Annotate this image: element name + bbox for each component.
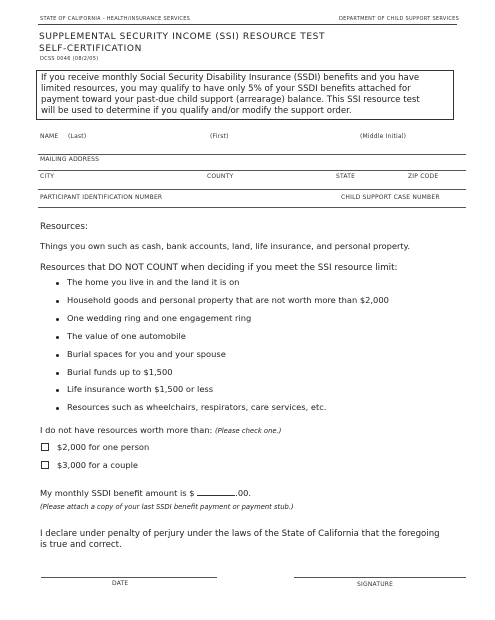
date-field[interactable] xyxy=(41,577,217,578)
couple-checkbox[interactable] xyxy=(41,461,49,469)
signature-field[interactable] xyxy=(294,577,466,578)
list-item: The value of one automobile xyxy=(67,331,186,341)
mailing-address-field[interactable] xyxy=(38,170,466,171)
agency-header: STATE OF CALIFORNIA - HEALTH/INSURANCE SERVICES xyxy=(40,16,191,22)
bullet-icon xyxy=(56,336,59,339)
one-person-option-label: $2,000 for one person xyxy=(57,442,150,452)
bullet-icon xyxy=(56,318,59,321)
not-count-heading: Resources that DO NOT COUNT when deciding if you meet the SSI resource limit: xyxy=(40,263,398,273)
intro-line: will be used to determine if you qualify and/or modify the support order. xyxy=(41,106,352,116)
city-field[interactable] xyxy=(38,189,466,190)
case-number-label: CHILD SUPPORT CASE NUMBER xyxy=(341,194,440,201)
first-name-label: (First) xyxy=(210,133,229,140)
participant-id-label: PARTICIPANT IDENTIFICATION NUMBER xyxy=(40,194,163,201)
form-number: DCSS 0046 (08/2/05) xyxy=(40,56,99,62)
list-item: One wedding ring and one engagement ring xyxy=(67,313,252,323)
signature-label: SIGNATURE xyxy=(357,581,394,588)
form-subtitle: SELF-CERTIFICATION xyxy=(39,44,142,54)
couple-option-label: $3,000 for a couple xyxy=(57,460,139,470)
resource-statement-text: I do not have resources worth more than: xyxy=(40,425,213,435)
city-label: CITY xyxy=(40,173,55,180)
county-label: COUNTY xyxy=(207,173,234,180)
intro-line: payment toward your past-due child support (arrearage) balance. This SSI resource test xyxy=(41,95,420,105)
intro-line: If you receive monthly Social Security Disability Insurance (SSDI) benefits and you have xyxy=(41,73,420,83)
form-title: SUPPLEMENTAL SECURITY INCOME (SSI) RESOURCE TEST xyxy=(39,32,326,42)
last-name-label: (Last) xyxy=(68,133,87,140)
benefit-prefix: My monthly SSDI benefit amount is $ xyxy=(40,488,195,498)
bullet-icon xyxy=(56,389,59,392)
declaration-line: I declare under penalty of perjury under the laws of the State of California that the foregoing xyxy=(40,529,440,539)
benefit-amount-field[interactable] xyxy=(197,486,235,496)
department-header: DEPARTMENT OF CHILD SUPPORT SERVICES xyxy=(339,16,460,22)
declaration-line: is true and correct. xyxy=(40,540,122,550)
name-field[interactable] xyxy=(38,154,466,155)
header-divider xyxy=(38,24,457,25)
id-field[interactable] xyxy=(38,207,466,208)
name-label: NAME xyxy=(40,133,59,140)
check-hint: (Please check one.) xyxy=(214,427,282,435)
one-person-checkbox[interactable] xyxy=(41,443,49,451)
benefit-statement xyxy=(40,486,251,498)
middle-initial-label: (Middle Initial) xyxy=(360,133,407,140)
benefit-suffix: .00. xyxy=(235,488,252,498)
resources-heading: Resources: xyxy=(40,222,88,232)
bullet-icon xyxy=(56,282,59,285)
list-item: Household goods and personal property that are not worth more than $2,000 xyxy=(67,295,389,305)
list-item: Life insurance worth $1,500 or less xyxy=(67,384,214,394)
bullet-icon xyxy=(56,300,59,303)
zip-code-label: ZIP CODE xyxy=(408,173,439,180)
intro-line: limited resources, you may qualify to have only 5% of your SSDI benefits attached for xyxy=(41,84,411,94)
resource-statement xyxy=(40,425,281,435)
bullet-icon xyxy=(56,407,59,410)
list-item: Burial spaces for you and your spouse xyxy=(67,349,226,359)
list-item: The home you live in and the land it is on xyxy=(67,277,240,287)
list-item: Burial funds up to $1,500 xyxy=(67,367,173,377)
bullet-icon xyxy=(56,372,59,375)
list-item: Resources such as wheelchairs, respirators, care services, etc. xyxy=(67,402,327,412)
benefit-note: (Please attach a copy of your last SSDI benefit payment or payment stub.) xyxy=(40,503,294,511)
date-label: DATE xyxy=(112,580,129,587)
bullet-icon xyxy=(56,354,59,357)
intro-box xyxy=(36,70,454,120)
mailing-address-label: MAILING ADDRESS xyxy=(40,156,100,163)
resources-description: Things you own such as cash, bank accounts, land, life insurance, and personal property. xyxy=(40,241,411,251)
state-label: STATE xyxy=(336,173,356,180)
